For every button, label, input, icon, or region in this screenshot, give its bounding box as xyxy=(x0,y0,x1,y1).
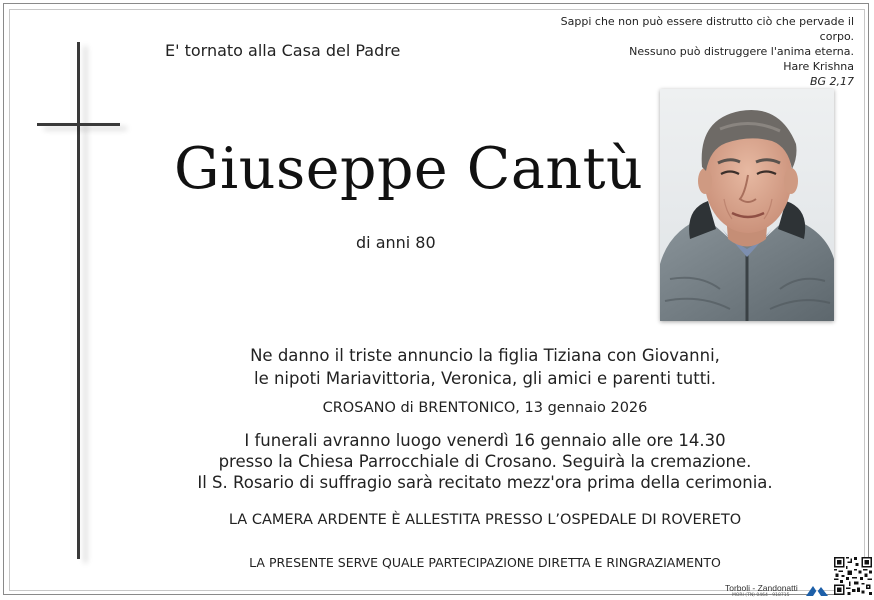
qr-code-icon[interactable] xyxy=(834,557,872,595)
quote-line: Nessuno può distruggere l'anima eterna. xyxy=(629,45,854,58)
agency-contact: MORI (TN) 0464 - 918715 xyxy=(732,593,790,598)
portrait-photo xyxy=(660,89,834,321)
agency-name: Torboli - Zandonatti xyxy=(725,583,798,593)
agency-logo-icon xyxy=(805,584,829,597)
quote-line: Hare Krishna xyxy=(783,60,854,73)
funeral-line: I funerali avranno luogo venerdì 16 gennaio alle ore 14.30 xyxy=(244,431,726,450)
intro-text: E' tornato alla Casa del Padre xyxy=(165,41,401,60)
participation-notice: LA PRESENTE SERVE QUALE PARTECIPAZIONE DIRETTA E RINGRAZIAMENTO xyxy=(249,555,721,570)
quote-reference: BG 2,17 xyxy=(809,75,854,88)
cross-icon-horizontal xyxy=(37,123,120,126)
portrait-illustration xyxy=(660,89,834,321)
funeral-line: Il S. Rosario di suffragio sarà recitato mezz'ora prima della cerimonia. xyxy=(197,473,773,492)
funeral-details xyxy=(160,430,810,493)
announcement-line: Ne danno il triste annuncio la figlia Tiziana con Giovanni, xyxy=(250,346,720,365)
cross-icon-vertical xyxy=(77,42,80,559)
place-date: CROSANO di BRENTONICO, 13 gennaio 2026 xyxy=(322,400,648,416)
chapel-notice: LA CAMERA ARDENTE È ALLESTITA PRESSO L’OSPEDALE DI ROVERETO xyxy=(228,512,742,528)
funeral-line: presso la Chiesa Parrocchiale di Crosano. Seguirà la cremazione. xyxy=(218,452,752,471)
epigraph-quote xyxy=(524,14,854,89)
announcement xyxy=(160,344,810,390)
quote-line: Sappi che non può essere distrutto ciò che pervade il corpo. xyxy=(560,15,854,43)
deceased-age: di anni 80 xyxy=(356,233,436,252)
announcement-line: le nipoti Mariavittoria, Veronica, gli amici e parenti tutti. xyxy=(253,369,717,388)
deceased-name: Giuseppe Cantù xyxy=(174,136,644,202)
